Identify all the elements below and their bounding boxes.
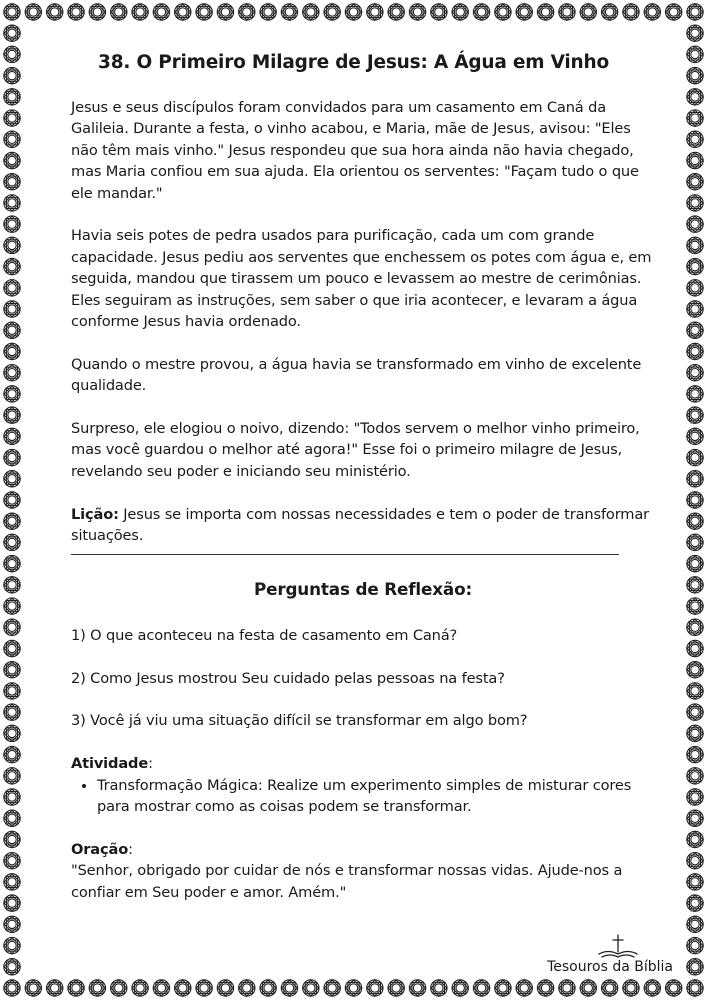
border-ornament [324, 980, 340, 996]
border-ornament [473, 980, 489, 996]
border-ornament [687, 746, 703, 762]
main-content [71, 97, 655, 903]
border-ornament [687, 598, 703, 614]
border-ornament [196, 980, 212, 996]
activity-label: Atividade [71, 755, 149, 773]
border-ornament [388, 4, 404, 20]
border-ornament [4, 831, 20, 847]
border-ornament [601, 980, 617, 996]
border-ornament [687, 364, 703, 380]
border-ornament [687, 683, 703, 699]
reflection-question-1: 1) O que aconteceu na festa de casamento em Caná? [71, 626, 458, 644]
border-ornament [687, 322, 703, 338]
border-ornament [4, 301, 20, 317]
border-ornament [4, 131, 20, 147]
border-ornament [687, 725, 703, 741]
border-ornament [345, 980, 361, 996]
border-ornament [687, 959, 703, 975]
border-ornament [4, 598, 20, 614]
border-ornament [4, 343, 20, 359]
border-ornament [687, 258, 703, 274]
reflection-question-3: 3) Você já viu uma situação difícil se transformar em algo bom? [71, 712, 528, 730]
border-ornament [687, 301, 703, 317]
border-ornament [4, 25, 20, 41]
border-ornament [431, 980, 447, 996]
border-ornament [196, 4, 212, 20]
border-ornament [687, 789, 703, 805]
border-ornament [345, 4, 361, 20]
border-ornament [4, 216, 20, 232]
border-ornament [4, 428, 20, 444]
border-ornament [665, 4, 681, 20]
page-title: 38. O Primeiro Milagre de Jesus: A Água em Vinho [98, 52, 609, 73]
border-ornament [4, 492, 20, 508]
border-ornament [687, 916, 703, 932]
reflection-question-2: 2) Como Jesus mostrou Seu cuidado pelas pessoas na festa? [71, 669, 505, 687]
border-ornament [4, 619, 20, 635]
border-ornament [687, 980, 703, 996]
border-ornament [68, 980, 84, 996]
story-paragraph-4: Surpreso, ele elogiou o noivo, dizendo: "Todos servem o melhor vinho primeiro, mas você guardou o melhor até agora!" Esse foi o primeiro milagre de Jesus, revelando seu poder e iniciando seu ministério. [71, 420, 640, 480]
border-ornament [239, 4, 255, 20]
border-ornament [217, 4, 233, 20]
border-ornament [4, 110, 20, 126]
border-ornament [687, 449, 703, 465]
border-ornament [559, 4, 575, 20]
border-ornament [687, 874, 703, 890]
border-ornament [303, 980, 319, 996]
border-ornament [687, 407, 703, 423]
border-ornament [25, 980, 41, 996]
border-ornament [4, 364, 20, 380]
border-ornament [687, 492, 703, 508]
border-ornament [260, 980, 276, 996]
border-ornament [473, 4, 489, 20]
border-ornament [367, 980, 383, 996]
story-paragraph-3: Quando o mestre provou, a água havia se transformado em vinho de excelente qualidade. [71, 355, 642, 395]
border-ornament [537, 4, 553, 20]
border-ornament [687, 640, 703, 656]
border-ornament [175, 4, 191, 20]
border-ornament [132, 4, 148, 20]
border-ornament [175, 980, 191, 996]
border-ornament [687, 110, 703, 126]
lesson [71, 504, 655, 547]
border-ornament [132, 980, 148, 996]
border-ornament [516, 4, 532, 20]
border-ornament [4, 683, 20, 699]
border-ornament [687, 195, 703, 211]
border-ornament [4, 980, 20, 996]
border-ornament [687, 131, 703, 147]
border-ornament [4, 555, 20, 571]
border-ornament [4, 534, 20, 550]
border-ornament [4, 513, 20, 529]
border-ornament [687, 937, 703, 953]
border-ornament [644, 980, 660, 996]
border-ornament [687, 895, 703, 911]
border-ornament [687, 237, 703, 253]
border-ornament [217, 980, 233, 996]
border-ornament [4, 640, 20, 656]
border-ornament [687, 577, 703, 593]
border-ornament [4, 810, 20, 826]
border-ornament [388, 980, 404, 996]
border-ornament [687, 831, 703, 847]
border-ornament [516, 980, 532, 996]
border-ornament [687, 280, 703, 296]
border-ornament [4, 874, 20, 890]
border-ornament [580, 4, 596, 20]
border-ornament [409, 980, 425, 996]
footer-brand-text: Tesouros da Bíblia [547, 959, 673, 975]
prayer-heading [71, 839, 655, 860]
section-divider [71, 554, 619, 555]
border-ornament [260, 4, 276, 20]
border-ornament [452, 4, 468, 20]
border-ornament [4, 237, 20, 253]
border-ornament [4, 407, 20, 423]
border-ornament [687, 768, 703, 784]
border-ornament [4, 662, 20, 678]
border-ornament [687, 4, 703, 20]
border-ornament [111, 4, 127, 20]
border-ornament [68, 4, 84, 20]
border-ornament [281, 980, 297, 996]
border-ornament [4, 195, 20, 211]
border-ornament [89, 4, 105, 20]
lesson-text: Jesus se importa com nossas necessidades e tem o poder de transformar situações. [71, 505, 650, 545]
border-ornament [601, 4, 617, 20]
lesson-label: Lição: [71, 505, 119, 523]
border-ornament [687, 852, 703, 868]
border-ornament [4, 174, 20, 190]
border-ornament [687, 89, 703, 105]
border-ornament [303, 4, 319, 20]
border-ornament [4, 937, 20, 953]
border-ornament [431, 4, 447, 20]
border-ornament [4, 322, 20, 338]
border-ornament [623, 4, 639, 20]
border-ornament [4, 89, 20, 105]
border-ornament [4, 386, 20, 402]
border-ornament [495, 4, 511, 20]
border-ornament [4, 577, 20, 593]
border-ornament [687, 810, 703, 826]
border-ornament [687, 662, 703, 678]
border-ornament [89, 980, 105, 996]
border-ornament [559, 980, 575, 996]
border-ornament [580, 980, 596, 996]
prayer-label: Oração [71, 840, 129, 858]
story-paragraph-1: Jesus e seus discípulos foram convidados para um casamento em Caná da Galileia. Durante a festa, o vinho acabou, e Maria, mãe de Jesus, avisou: "Eles não têm mais vinho." Jesus respondeu que sua hora ainda não havia chegado, mas Maria confiou em sua ajuda. Ela orientou os serventes: "Façam tudo o que ele mandar." [71, 99, 639, 202]
border-ornament [4, 895, 20, 911]
border-ornament [623, 980, 639, 996]
border-ornament [4, 916, 20, 932]
activity-heading [71, 753, 655, 774]
story-paragraph-2: Havia seis potes de pedra usados para purificação, cada um com grande capacidade. Jesus pediu aos serventes que enchessem os potes com água e, em seguida, mandou que tirassem um pouco e levassem ao mestre de cerimônias. Eles seguiram as instruções, sem saber o que iria acontecer, e levaram a água conforme Jesus havia ordenado. [71, 227, 652, 331]
cross-open-book-icon [596, 934, 640, 960]
border-ornament [687, 619, 703, 635]
border-ornament [239, 980, 255, 996]
border-ornament [4, 959, 20, 975]
activity-colon: : [148, 755, 153, 773]
border-ornament [4, 789, 20, 805]
border-ornament [4, 152, 20, 168]
border-ornament [46, 4, 62, 20]
activity-list [71, 775, 655, 818]
border-ornament [687, 471, 703, 487]
border-ornament [687, 555, 703, 571]
border-ornament [367, 4, 383, 20]
border-ornament [4, 449, 20, 465]
border-ornament [324, 4, 340, 20]
border-ornament [644, 4, 660, 20]
border-ornament [495, 980, 511, 996]
border-ornament [4, 471, 20, 487]
border-ornament [153, 4, 169, 20]
border-ornament [687, 534, 703, 550]
border-ornament [665, 980, 681, 996]
border-ornament [409, 4, 425, 20]
border-ornament [687, 343, 703, 359]
border-ornament [4, 704, 20, 720]
prayer-text: "Senhor, obrigado por cuidar de nós e transformar nossas vidas. Ajude-nos a confiar em Seu poder e amor. Amém." [71, 862, 623, 901]
border-ornament [687, 428, 703, 444]
border-ornament [537, 980, 553, 996]
border-ornament [687, 216, 703, 232]
border-ornament [687, 152, 703, 168]
border-ornament [25, 4, 41, 20]
border-ornament [4, 725, 20, 741]
border-ornament [687, 704, 703, 720]
border-ornament [687, 25, 703, 41]
border-ornament [153, 980, 169, 996]
border-ornament [4, 280, 20, 296]
border-ornament [687, 174, 703, 190]
reflection-heading: Perguntas de Reflexão: [253, 579, 473, 600]
border-ornament [687, 386, 703, 402]
border-ornament [4, 746, 20, 762]
border-ornament [4, 768, 20, 784]
border-ornament [4, 4, 20, 20]
prayer-colon: : [128, 840, 133, 858]
border-ornament [687, 513, 703, 529]
activity-item: • Transformação Mágica: Realize um experimento simples de misturar cores para mostrar como as coisas podem se transformar. [97, 775, 655, 818]
border-ornament [452, 980, 468, 996]
border-ornament [281, 4, 297, 20]
border-ornament [4, 258, 20, 274]
border-ornament [111, 980, 127, 996]
border-ornament [4, 852, 20, 868]
border-ornament [46, 980, 62, 996]
